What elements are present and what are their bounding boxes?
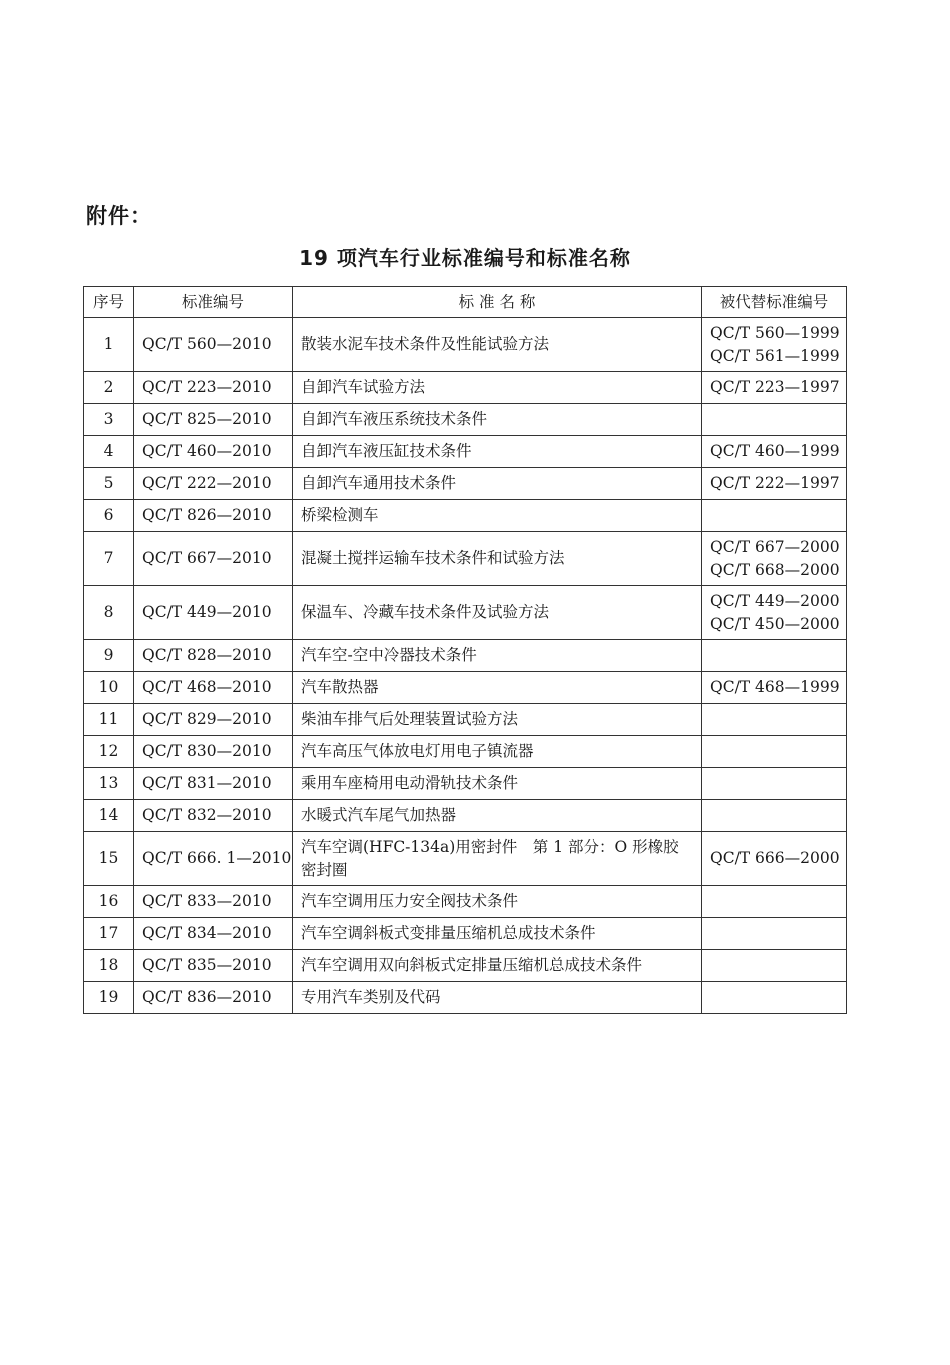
- replaced-standard-cell: [702, 586, 847, 640]
- standard-code-cell: QC/T 825—2010: [134, 404, 293, 436]
- table-row: [84, 950, 847, 982]
- standard-name-cell: 汽车空-空中冷器技术条件: [293, 640, 702, 672]
- replaced-standard-cell: [702, 404, 847, 436]
- replaced-standard-cell: [702, 800, 847, 832]
- header-standard-code: 标准编号: [134, 287, 293, 318]
- replaced-standard-code: QC/T 561—1999: [710, 346, 840, 365]
- table-row: [84, 768, 847, 800]
- standard-name-cell: 自卸汽车通用技术条件: [293, 468, 702, 500]
- replaced-standard-code: QC/T 449—2000: [710, 591, 840, 610]
- standard-name-cell: 混凝土搅拌运输车技术条件和试验方法: [293, 532, 702, 586]
- replaced-standard-code: QC/T 667—2000: [710, 537, 840, 556]
- standard-name-cell: 散装水泥车技术条件及性能试验方法: [293, 318, 702, 372]
- replaced-standard-code: QC/T 460—1999: [710, 442, 840, 460]
- standard-code-cell: QC/T 828—2010: [134, 640, 293, 672]
- table-row: [84, 404, 847, 436]
- standard-code-cell: QC/T 835—2010: [134, 950, 293, 982]
- standard-name-cell: 自卸汽车液压系统技术条件: [293, 404, 702, 436]
- serial-number-cell: 2: [84, 372, 134, 404]
- serial-number-cell: 5: [84, 468, 134, 500]
- table-body: [84, 318, 847, 1014]
- standard-name-cell: 保温车、冷藏车技术条件及试验方法: [293, 586, 702, 640]
- serial-number-cell: 1: [84, 318, 134, 372]
- standard-name-cell: 汽车空调(HFC-134a)用密封件 第 1 部分：O 形橡胶密封圈: [293, 832, 702, 886]
- standard-code-cell: QC/T 222—2010: [134, 468, 293, 500]
- table-row: [84, 586, 847, 640]
- table-row: [84, 640, 847, 672]
- replaced-standard-code: QC/T 666—2000: [710, 849, 840, 867]
- serial-number-cell: 8: [84, 586, 134, 640]
- standard-name-cell: 汽车高压气体放电灯用电子镇流器: [293, 736, 702, 768]
- replaced-standard-cell: [702, 982, 847, 1014]
- standards-table: [83, 286, 847, 1014]
- standard-code-cell: QC/T 830—2010: [134, 736, 293, 768]
- table-row: [84, 704, 847, 736]
- replaced-standard-cell: [702, 950, 847, 982]
- serial-number-cell: 15: [84, 832, 134, 886]
- table-row: [84, 318, 847, 372]
- replaced-standard-cell: [702, 768, 847, 800]
- standard-name-cell: 乘用车座椅用电动滑轨技术条件: [293, 768, 702, 800]
- standard-name-cell: 水暖式汽车尾气加热器: [293, 800, 702, 832]
- table-row: [84, 672, 847, 704]
- serial-number-cell: 17: [84, 918, 134, 950]
- standard-name-cell: 自卸汽车试验方法: [293, 372, 702, 404]
- standard-code-cell: QC/T 834—2010: [134, 918, 293, 950]
- replaced-standard-cell: [702, 736, 847, 768]
- serial-number-cell: 9: [84, 640, 134, 672]
- standard-code-cell: QC/T 468—2010: [134, 672, 293, 704]
- standard-code-cell: QC/T 667—2010: [134, 532, 293, 586]
- replaced-standard-cell: [702, 468, 847, 500]
- replaced-standard-cell: [702, 704, 847, 736]
- serial-number-cell: 14: [84, 800, 134, 832]
- serial-number-cell: 16: [84, 886, 134, 918]
- table-row: [84, 736, 847, 768]
- standard-code-cell: QC/T 560—2010: [134, 318, 293, 372]
- standard-code-cell: QC/T 826—2010: [134, 500, 293, 532]
- standard-code-cell: QC/T 829—2010: [134, 704, 293, 736]
- standard-code-cell: QC/T 832—2010: [134, 800, 293, 832]
- standard-code-cell: QC/T 666. 1—2010: [134, 832, 293, 886]
- standard-name-cell: 汽车空调用双向斜板式定排量压缩机总成技术条件: [293, 950, 702, 982]
- replaced-standard-code: QC/T 223—1997: [710, 378, 840, 396]
- replaced-standard-code: QC/T 468—1999: [710, 678, 840, 696]
- replaced-standard-cell: [702, 832, 847, 886]
- header-standard-name: 标 准 名 称: [293, 287, 702, 318]
- serial-number-cell: 7: [84, 532, 134, 586]
- standard-name-cell: 汽车空调斜板式变排量压缩机总成技术条件: [293, 918, 702, 950]
- table-row: [84, 886, 847, 918]
- replaced-standard-code: QC/T 222—1997: [710, 474, 840, 492]
- replaced-standard-cell: [702, 500, 847, 532]
- table-row: [84, 468, 847, 500]
- standard-code-cell: QC/T 833—2010: [134, 886, 293, 918]
- table-header-row: [84, 287, 847, 318]
- attachment-label: 附件：: [86, 204, 152, 228]
- replaced-standard-cell: [702, 640, 847, 672]
- serial-number-cell: 4: [84, 436, 134, 468]
- table-row: [84, 436, 847, 468]
- table-row: [84, 500, 847, 532]
- serial-number-cell: 11: [84, 704, 134, 736]
- header-serial-number: 序号: [84, 287, 134, 318]
- replaced-standard-cell: [702, 918, 847, 950]
- replaced-standard-cell: [702, 886, 847, 918]
- table-row: [84, 372, 847, 404]
- standard-name-cell: 专用汽车类别及代码: [293, 982, 702, 1014]
- standard-name-cell: 桥梁检测车: [293, 500, 702, 532]
- serial-number-cell: 19: [84, 982, 134, 1014]
- serial-number-cell: 10: [84, 672, 134, 704]
- serial-number-cell: 3: [84, 404, 134, 436]
- standard-name-cell: 柴油车排气后处理装置试验方法: [293, 704, 702, 736]
- table-row: [84, 800, 847, 832]
- replaced-standard-code: QC/T 450—2000: [710, 614, 840, 633]
- standard-name-cell: 自卸汽车液压缸技术条件: [293, 436, 702, 468]
- replaced-standard-code: QC/T 668—2000: [710, 560, 840, 579]
- replaced-standard-cell: [702, 372, 847, 404]
- replaced-standard-cell: [702, 436, 847, 468]
- standard-code-cell: QC/T 449—2010: [134, 586, 293, 640]
- standard-code-cell: QC/T 831—2010: [134, 768, 293, 800]
- replaced-standard-code: QC/T 560—1999: [710, 323, 840, 342]
- document-title: 19 项汽车行业标准编号和标准名称: [299, 246, 631, 270]
- header-replaced-standard: 被代替标准编号: [702, 287, 847, 318]
- replaced-standard-cell: [702, 672, 847, 704]
- table-row: [84, 532, 847, 586]
- standard-name-cell: 汽车空调用压力安全阀技术条件: [293, 886, 702, 918]
- table-row: [84, 918, 847, 950]
- serial-number-cell: 12: [84, 736, 134, 768]
- standard-code-cell: QC/T 460—2010: [134, 436, 293, 468]
- replaced-standard-cell: [702, 318, 847, 372]
- serial-number-cell: 13: [84, 768, 134, 800]
- standard-name-cell: 汽车散热器: [293, 672, 702, 704]
- table-row: [84, 832, 847, 886]
- standard-code-cell: QC/T 223—2010: [134, 372, 293, 404]
- serial-number-cell: 18: [84, 950, 134, 982]
- standard-code-cell: QC/T 836—2010: [134, 982, 293, 1014]
- table-row: [84, 982, 847, 1014]
- replaced-standard-cell: [702, 532, 847, 586]
- serial-number-cell: 6: [84, 500, 134, 532]
